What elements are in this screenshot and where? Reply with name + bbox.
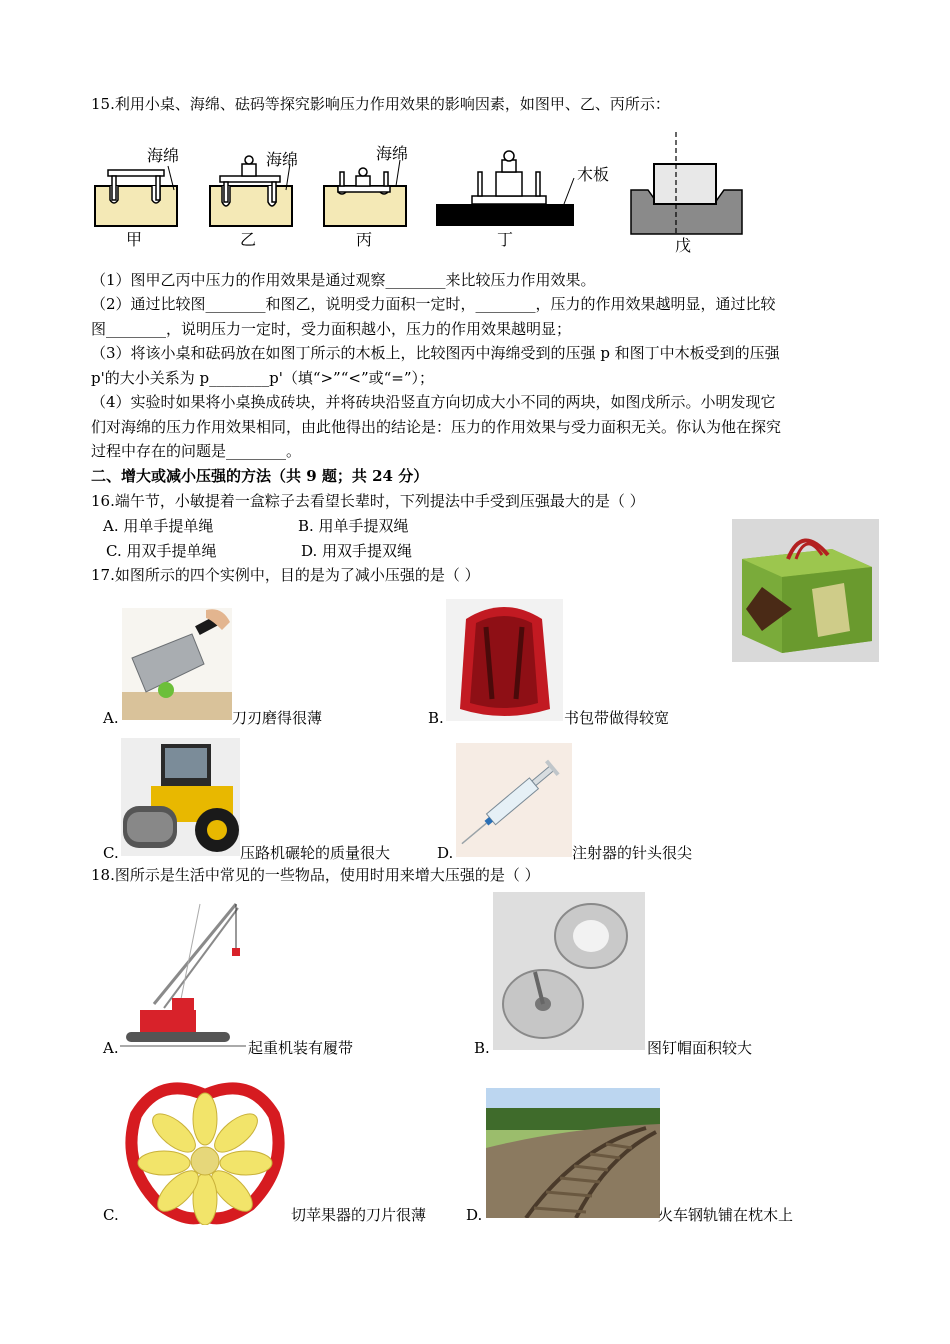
q15-part1: （1）图甲乙丙中压力的作用效果是通过观察________来比较压力作用效果。 [91,271,596,289]
q16-stem: 16.端午节，小敏提着一盒粽子去看望长辈时，下列提法中手受到压强最大的是（ ） [91,492,645,510]
label-sponge-bing: 海绵 [376,144,409,163]
road-roller-image [121,738,240,856]
section-title: 二、增大或减小压强的方法（共 9 题；共 24 分） [91,467,429,485]
q17-c-letter: C. [103,844,119,862]
railway-image [486,1088,660,1218]
q17-stem: 17.如图所示的四个实例中，目的是为了减小压强的是（ ） [91,566,480,584]
label-jia: 甲 [126,230,143,249]
q15-part3-line2: p'的大小关系为 p________p'（填“>”“<”或“=”）； [91,369,435,387]
q18-b-letter: B. [474,1039,490,1057]
q18-stem: 18.图所示是生活中常见的一些物品，使用时用来增大压强的是（ ） [91,866,540,884]
crane-image [120,898,246,1050]
backpack-image [446,599,563,721]
q17-b-letter: B. [428,709,444,727]
q15-part2-line2: 图________，说明压力一定时，受力面积越小，压力的作用效果越明显； [91,320,572,338]
zongzi-gift-box-image [732,519,879,662]
q15-part4-line1: （4）实验时如果将小桌换成砖块，并将砖块沿竖直方向切成大小不同的两块，如图戊所示。小明发现它 [91,393,776,411]
q15-part3-line1: （3）将该小桌和砝码放在如图丁所示的木板上，比较图丙中海绵受到的压强 p 和图丁中木板受到的压强 [91,344,780,362]
q15-part4-line2: 们对海绵的压力作用效果相同，由此他得出的结论是：压力的作用效果与受力面积无关。你认为他在探究 [91,418,782,436]
label-bing: 丙 [356,230,373,249]
q15-part2-line1: （2）通过比较图________和图乙，说明受力面积一定时，________，压力的作用效果越明显，通过比较 [91,295,776,313]
apple-cutter-image [120,1075,290,1225]
q18-a-letter: A. [103,1039,119,1057]
q17-a-letter: A. [103,709,119,727]
q16-option-d: D. 用双手提双绳 [301,542,413,560]
q16-option-b: B. 用单手提双绳 [298,517,409,535]
q18-a-text: 起重机装有履带 [248,1039,354,1057]
q17-c-text: 压路机碾轮的质量很大 [240,844,391,862]
q18-b-text: 图钉帽面积较大 [647,1039,753,1057]
q17-d-letter: D. [437,844,454,862]
label-wu: 戊 [675,236,692,255]
figure-wu [628,130,746,240]
q16-option-c: C. 用双手提单绳 [106,542,217,560]
q18-c-letter: C. [103,1206,119,1224]
syringe-image [456,743,572,857]
q15-part4-line3: 过程中存在的问题是________。 [91,442,302,460]
thumbtack-image [493,892,645,1050]
q18-d-letter: D. [466,1206,483,1224]
q18-c-text: 切苹果器的刀片很薄 [291,1206,427,1224]
label-sponge-jia: 海绵 [147,146,180,165]
label-yi: 乙 [240,230,257,249]
knife-image [122,608,232,720]
q17-a-text: 刀刃磨得很薄 [232,709,323,727]
q17-b-text: 书包带做得较宽 [564,709,670,727]
label-ding: 丁 [497,230,514,249]
label-board: 木板 [577,165,610,184]
figure-ding [432,148,582,238]
q15-stem: 15.利用小桌、海绵、砝码等探究影响压力作用效果的影响因素，如图甲、乙、丙所示： [91,95,670,113]
q17-d-text: 注射器的针头很尖 [572,844,693,862]
q16-option-a: A. 用单手提单绳 [103,517,214,535]
q18-d-text: 火车钢轨铺在枕木上 [658,1206,794,1224]
label-sponge-yi: 海绵 [266,150,299,169]
